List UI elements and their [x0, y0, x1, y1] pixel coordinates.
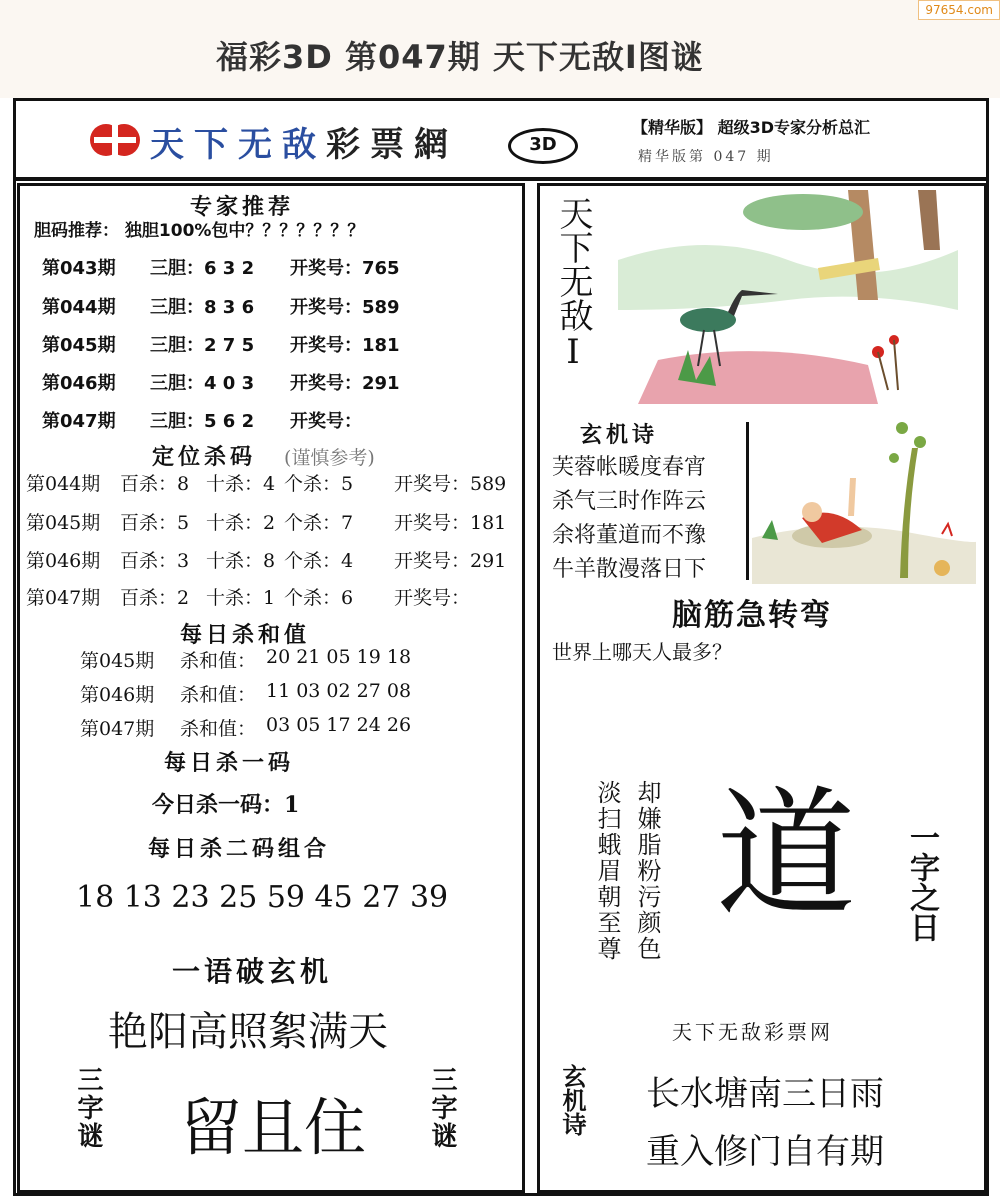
kill-row-period: 第047期: [26, 587, 101, 609]
page-title: 福彩3D 第047期 天下无敌Ⅰ图谜: [216, 38, 704, 76]
dan-recommend: 胆码推荐： 独胆100%包中？？？？？？？: [34, 221, 365, 241]
riddle-line-title: 一语破玄机: [172, 955, 333, 988]
bottom-poem-label: 玄机诗: [558, 1064, 586, 1136]
kill-row-bai: 百杀：8: [120, 473, 190, 495]
three-word-label-right: 三字谜: [427, 1066, 457, 1150]
brain-teaser-question: 世界上哪天人最多？: [552, 640, 732, 664]
brain-teaser-title: 脑筋急转弯: [672, 598, 832, 633]
sum-row-values: 03 05 17 24 26: [266, 714, 412, 736]
position-kill-note: (谨慎参考): [284, 447, 375, 469]
sum-row-values: 20 21 05 19 18: [266, 646, 412, 668]
kill-row-draw: 开奖号：: [394, 587, 471, 609]
bottom-poem-line: 重入修门自有期: [646, 1132, 884, 1172]
sum-row-period: 第047期: [80, 718, 155, 740]
crane-illustration: [618, 190, 958, 404]
kill-row-period: 第044期: [26, 473, 101, 495]
expert-row-period: 第044期: [42, 297, 116, 318]
kill-row-bai: 百杀：2: [120, 587, 190, 609]
edition-title: 【精华版】 超级3D专家分析总汇: [632, 118, 870, 137]
kill-one-text: 今日杀一码：1: [152, 792, 300, 818]
expert-row-dan: 三胆：8 3 6: [150, 297, 255, 318]
kill-two-title: 每日杀二码组合: [148, 837, 331, 862]
expert-row-dan: 三胆：4 0 3: [150, 373, 255, 394]
sum-row-label: 杀和值：: [180, 718, 257, 740]
footer-site-name: 天下无敌彩票网: [672, 1020, 833, 1044]
expert-row-draw: 开奖号：589: [290, 297, 400, 318]
expert-row-dan: 三胆：2 7 5: [150, 335, 255, 356]
couplet-right: 却嫌脂粉污颜色: [633, 780, 661, 962]
kill-row-ge: 个杀：5: [284, 473, 354, 495]
expert-row-period: 第043期: [42, 258, 116, 279]
three-word-label-left: 三字谜: [73, 1066, 103, 1150]
3d-badge: 3D: [508, 128, 578, 164]
expert-row-period: 第045期: [42, 335, 116, 356]
poem-line: 余将董道而不豫: [552, 523, 707, 548]
sum-row-values: 11 03 02 27 08: [266, 680, 412, 702]
couplet-left: 淡扫蛾眉朝至尊: [593, 780, 621, 962]
kill-row-shi: 十杀：4: [206, 473, 276, 495]
one-word-label: 一字之日: [904, 822, 939, 942]
kill-row-draw: 开奖号：589: [394, 473, 507, 495]
site-name-blue: 天下无敌: [150, 125, 326, 165]
expert-row-draw: 开奖号：291: [290, 373, 400, 394]
bottom-poem-line: 长水塘南三日雨: [646, 1074, 884, 1114]
kill-row-shi: 十杀：1: [206, 587, 276, 609]
expert-row-draw: 开奖号：765: [290, 258, 400, 279]
kill-two-numbers: 18 13 23 25 59 45 27 39: [76, 880, 449, 915]
site-name-dark: 彩票網: [326, 125, 458, 165]
expert-title: 专家推荐: [190, 195, 295, 220]
position-kill-title: 定位杀码: [152, 445, 257, 470]
expert-row-period: 第047期: [42, 411, 116, 432]
sum-row-period: 第045期: [80, 650, 155, 672]
poem-divider: [746, 422, 749, 580]
site-logo-text: [150, 117, 458, 166]
expert-row-dan: 三胆：5 6 2: [150, 411, 255, 432]
lottery-logo-icon: [86, 118, 144, 162]
kill-row-shi: 十杀：2: [206, 512, 276, 534]
kill-row-ge: 个杀：7: [284, 512, 354, 534]
sum-row-period: 第046期: [80, 684, 155, 706]
kill-row-draw: 开奖号：181: [394, 512, 507, 534]
expert-row-draw: 开奖号：: [290, 411, 362, 432]
sum-row-label: 杀和值：: [180, 684, 257, 706]
riddle-line-text: 艳阳高照絮满天: [108, 1009, 388, 1055]
kill-row-period: 第046期: [26, 550, 101, 572]
expert-row-period: 第046期: [42, 373, 116, 394]
poem-title: 玄机诗: [580, 423, 659, 448]
kill-row-draw: 开奖号：291: [394, 550, 507, 572]
issue-line: 精华版第 047 期: [638, 149, 774, 165]
poem-line: 牛羊散漫落日下: [552, 557, 707, 582]
kill-row-bai: 百杀：5: [120, 512, 190, 534]
sum-kill-title: 每日杀和值: [180, 623, 311, 648]
kill-row-shi: 十杀：8: [206, 550, 276, 572]
site-watermark[interactable]: 97654.com: [918, 0, 1000, 20]
kill-one-title: 每日杀一码: [164, 751, 295, 776]
vertical-title: 天下无敌Ⅰ: [553, 196, 593, 372]
kill-row-period: 第045期: [26, 512, 101, 534]
scholar-illustration: [752, 408, 976, 584]
kill-row-ge: 个杀：6: [284, 587, 354, 609]
three-word-riddle: 留且住: [180, 1091, 367, 1164]
expert-row-draw: 开奖号：181: [290, 335, 400, 356]
poem-line: 芙蓉帐暖度春宵: [552, 455, 707, 480]
sum-row-label: 杀和值：: [180, 650, 257, 672]
expert-row-dan: 三胆：6 3 2: [150, 258, 255, 279]
poem-line: 杀气三时作阵云: [552, 489, 707, 514]
kill-row-ge: 个杀：4: [284, 550, 354, 572]
kill-row-bai: 百杀：3: [120, 550, 190, 572]
big-riddle-char: 道: [716, 774, 857, 937]
